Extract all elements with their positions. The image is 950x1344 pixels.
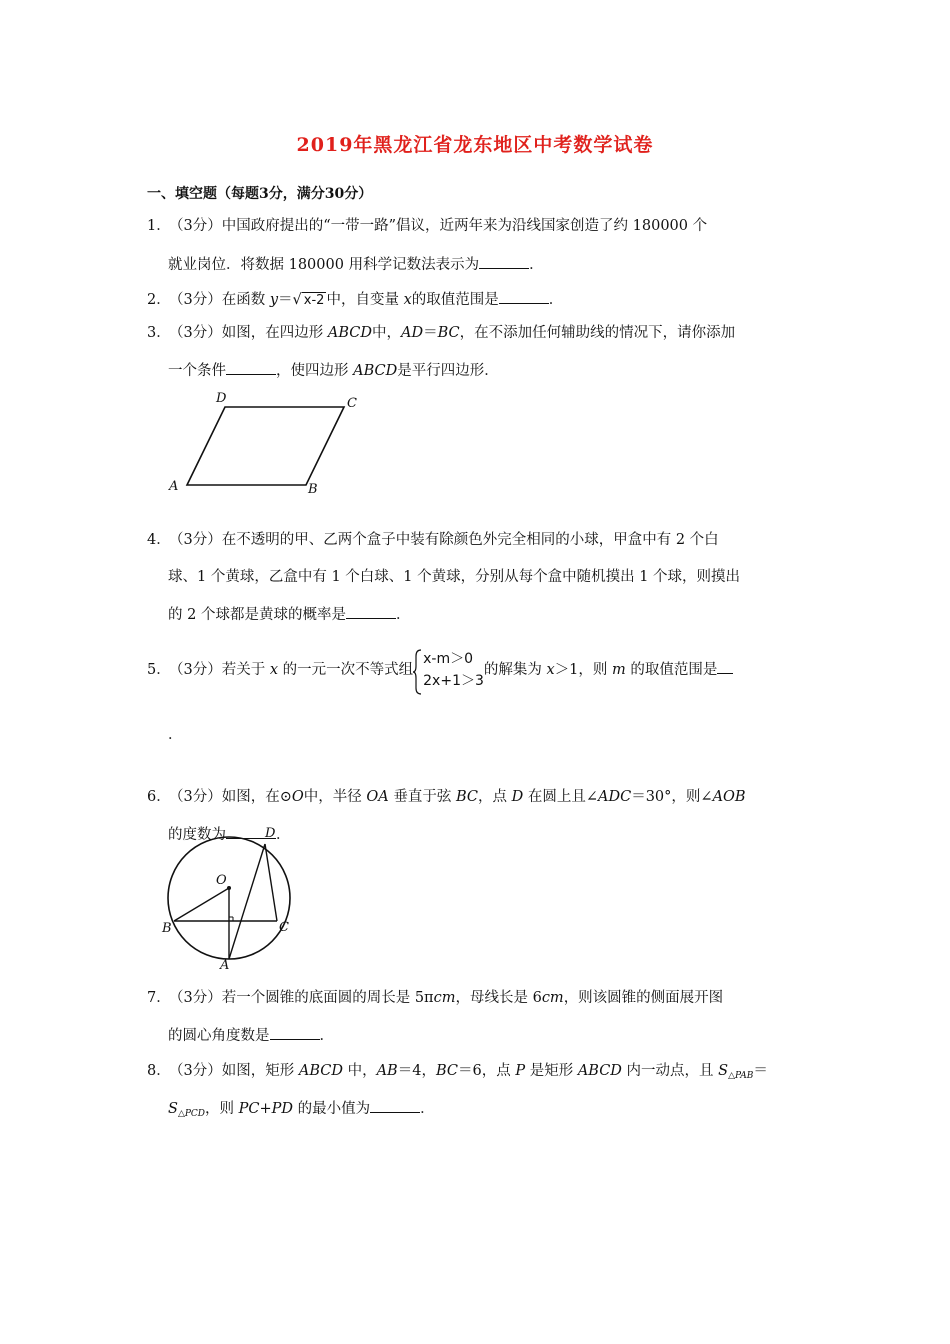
question-5-line2 [168,725,183,745]
period: ． [548,292,564,308]
question-number: 6． [147,789,171,805]
answer-blank[interactable] [370,1098,420,1113]
answer-blank[interactable] [270,1025,320,1040]
period: ． [168,727,183,743]
segment-bc: BC [437,325,460,341]
question-number: 4． [147,532,171,548]
segment-da [229,844,265,959]
answer-blank[interactable] [717,659,733,674]
question-text: （3分）在函数 [169,292,270,308]
segment-ad: AD [400,325,424,341]
equals: ＝ [753,1063,768,1079]
question-text: 中， [342,1063,377,1079]
question-text: ＝4， [397,1063,436,1079]
label-o: O [216,873,227,888]
label-d: D [265,826,276,841]
question-number: 8． [147,1063,171,1079]
question-text: （3分）若关于 [169,662,270,678]
question-text: 的度数为 [168,827,226,843]
question-1 [147,216,707,236]
question-text: 球、1 个黄球，乙盒中有 1 个白球、1 个黄球，分别从每个盒中随机摸出 1 个球，则摸出 [168,569,741,585]
question-2 [147,289,563,311]
question-number: 5． [147,662,171,678]
question-text: ，则 [205,1101,239,1117]
question-text: （3分）在不透明的甲、乙两个盒子中装有除颜色外完全相同的小球，甲盒中有 2 个白 [169,532,719,548]
question-text: （3分）如图，矩形 [169,1063,299,1079]
equals: ＝ [423,325,438,341]
inequality-system [413,648,484,692]
question-text: ＞1，则 [554,662,613,678]
unit-cm: cm [541,990,564,1006]
circle-figure [158,820,308,972]
point-p: P [515,1063,526,1079]
question-text: 在圆上且∠ [523,789,598,805]
question-text: ，母线长是 6 [455,990,542,1006]
question-8 [147,1061,768,1086]
question-text: ，则该圆锥的侧面展开图 [563,990,724,1006]
question-text: （3分）如图，在⊙ [169,789,292,805]
equals: ＝ [278,292,293,308]
expression-pcpd: PC+PD [238,1101,294,1117]
label-d: D [216,391,227,406]
label-b: B [162,921,172,936]
question-4 [147,530,719,550]
rect-name: ABCD [298,1063,343,1079]
inequality-2: 2x+1＞3 [423,673,484,689]
segment-dc [265,844,277,921]
question-4-line3 [168,604,410,625]
question-number: 3． [147,325,171,341]
question-text: 的圆心角度数是 [168,1028,270,1044]
question-text: ，点 [477,789,512,805]
question-text: 一个条件 [168,363,226,379]
question-text: 是平行四边形． [397,363,499,379]
rect-name: ABCD [577,1063,622,1079]
area-subscript: △PCD [177,1109,206,1119]
segment-oa: OA [366,789,389,805]
quad-name: ABCD [353,363,398,379]
segment-bc: BC [435,1063,458,1079]
point-d: D [511,789,524,805]
area-subscript: △PAB [728,1071,754,1081]
answer-blank[interactable] [226,360,276,375]
answer-blank[interactable] [479,254,529,269]
question-3-line2 [168,360,499,381]
angle-adc: ADC [598,789,632,805]
center-dot [227,886,231,890]
question-4-line2 [168,567,740,587]
var-y: y [269,292,279,308]
page-title: 2019年黑龙江省龙东地区中考数学试卷 [296,134,654,156]
radicand: x-2 [303,293,325,308]
question-text: 中， [371,325,401,341]
question-number: 7． [147,990,171,1006]
label-c: C [347,396,357,411]
question-8-line2 [168,1098,435,1124]
question-7-line2 [168,1025,334,1046]
var-x: x [269,662,279,678]
section-heading: 一、填空题（每题3分，满分30分） [147,186,373,202]
question-text: （3分）若一个圆锥的底面圆的周长是 5π [169,990,434,1006]
question-text: ，在不添加任何辅助线的情况下，请你添加 [459,325,736,341]
question-number: 2． [147,292,171,308]
question-5 [147,648,733,692]
parallelogram-figure [160,385,370,500]
question-text: 的取值范围是 [625,662,718,678]
question-number: 1． [147,218,171,234]
area-symbol: S [168,1101,178,1117]
question-text: 的 2 个球都是黄球的概率是 [168,607,346,623]
answer-blank[interactable] [499,289,549,304]
question-text: 中，半径 [303,789,367,805]
angle-aob: AOB [712,789,746,805]
var-x: x [546,662,555,678]
question-text: 的解集为 [483,662,547,678]
period: ． [395,607,411,623]
period: ． [319,1028,334,1044]
period: ． [420,1101,435,1117]
label-a: A [169,479,179,494]
area-symbol: S [718,1063,729,1079]
point-o: O [291,789,304,805]
question-1-line2 [168,254,544,275]
inequality-1: x-m＞0 [423,651,474,667]
var-m: m [612,662,626,678]
question-text: 内一动点，且 [621,1063,719,1079]
question-text: ＝6，点 [457,1063,516,1079]
unit-cm: cm [433,990,456,1006]
answer-blank[interactable] [346,604,396,619]
question-3 [147,323,735,343]
question-text: ，使四边形 [276,363,354,379]
question-text: （3分）如图，在四边形 [169,325,328,341]
question-text: 中，自变量 [326,292,404,308]
period: ． [529,257,544,273]
brace-icon [413,648,423,696]
segment-ab: AB [376,1063,398,1079]
question-text: 的取值范围是 [411,292,499,308]
parallelogram-shape [187,407,344,485]
quad-name: ABCD [327,325,372,341]
segment-bc: BC [455,789,478,805]
label-c: C [279,920,289,935]
segment-ob [174,888,229,921]
question-6 [147,787,746,807]
question-7 [147,988,723,1008]
question-text: 是矩形 [525,1063,578,1079]
question-text: 的最小值为 [293,1101,371,1117]
question-text: 就业岗位．将数据 180000 用科学记数法表示为 [168,257,480,273]
question-text: 的一元一次不等式组 [278,662,414,678]
question-text: ＝30°，则∠ [631,789,713,805]
sqrt-expression: √ x-2 [292,292,325,308]
var-x: x [403,292,412,308]
question-text: （3分）中国政府提出的“一带一路”倡议，近两年来为沿线国家创造了约 180000 个 [169,218,708,234]
period: ． [276,827,291,843]
label-b: B [308,482,318,497]
question-text: 垂直于弦 [388,789,456,805]
label-a: A [220,958,230,972]
